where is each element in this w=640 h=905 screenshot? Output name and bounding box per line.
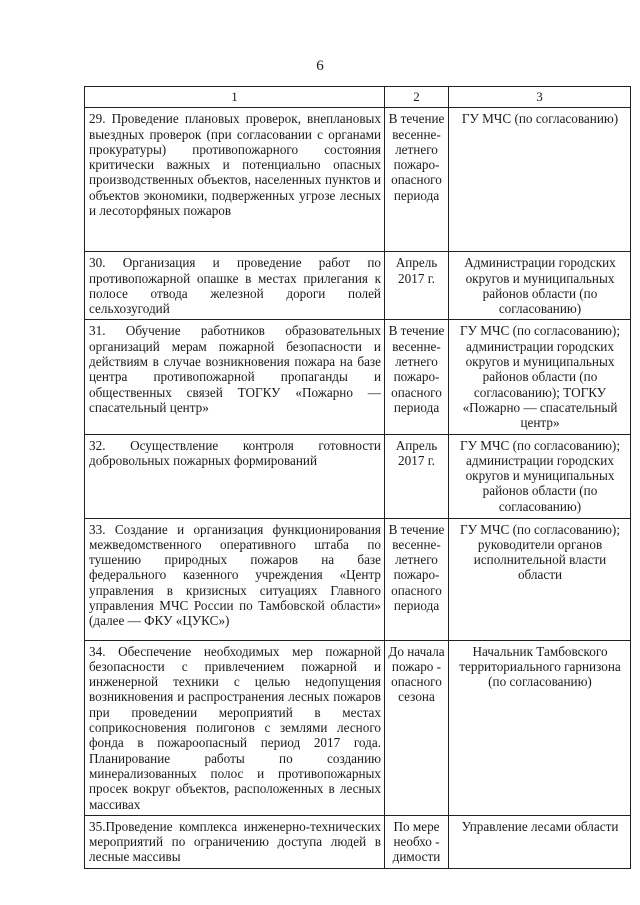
column-header-activity: 1: [85, 87, 385, 108]
table-row: [85, 434, 631, 518]
table-row: [85, 640, 631, 815]
column-header-deadline: 2: [385, 87, 449, 108]
page-number: 6: [316, 58, 324, 74]
responsible-cell: Управление лесами области: [449, 815, 631, 868]
column-header-responsible: 3: [449, 87, 631, 108]
activity-cell: 29. Проведение плановых проверок, внеплановых выездных проверок (при согласовании с органами прокуратуры) противопожарного состояния критически важных и потенциально опасных производственных объектов, населенных пунктов и объектов экономики, подверженных угрозе лесных и лесоторфяных пожаров: [85, 108, 385, 252]
table-header-row: [85, 87, 631, 108]
activity-cell: 31. Обучение работников образовательных организаций мерам пожарной безопасности и действиям в случае возникновения пожара на базе центра противопожарной пропаганды и общественных связей ТОГКУ «Пожарно — спасательный центр»: [85, 320, 385, 434]
responsible-cell: Администрации городских округов и муниципальных районов области (по согласованию): [449, 252, 631, 320]
deadline-cell: В течение весенне- летнего пожаро- опасного периода: [385, 108, 449, 252]
activity-cell: 35.Проведение комплекса инженерно-технических мероприятий по ограничению доступа людей в лесные массивы: [85, 815, 385, 868]
activity-cell: 32. Осуществление контроля готовности добровольных пожарных формирований: [85, 434, 385, 518]
table-row: [85, 320, 631, 434]
table-row: [85, 518, 631, 640]
deadline-cell: До начала пожаро - опасного сезона: [385, 640, 449, 815]
table-row: [85, 108, 631, 252]
responsible-cell: Начальник Тамбовского территориального гарнизона (по согласованию): [449, 640, 631, 815]
responsible-cell: ГУ МЧС (по согласованию); администрации городских округов и муниципальных районов области (по согласованию); ТОГКУ «Пожарно — спасательный центр»: [449, 320, 631, 434]
deadline-cell: По мере необхо - димости: [385, 815, 449, 868]
deadline-cell: В течение весенне- летнего пожаро- опасного периода: [385, 320, 449, 434]
activity-cell: 34. Обеспечение необходимых мер пожарной безопасности с привлечением пожарной и инженерной техники с целью недопущения возникновения и распространения лесных пожаров при проведении мероприятий в местах соприкосновения полигонов с землями лесного фонда в пожароопасный период 2017 года. Планирование работы по созданию минерализованных полос и противопожарных просек вокруг объектов, расположенных в лесных массивах: [85, 640, 385, 815]
activities-table: [84, 86, 631, 869]
table-row: [85, 252, 631, 320]
responsible-cell: ГУ МЧС (по согласованию): [449, 108, 631, 252]
table-row: [85, 815, 631, 868]
deadline-cell: В течение весенне- летнего пожаро- опасного периода: [385, 518, 449, 640]
responsible-cell: ГУ МЧС (по согласованию); руководители органов исполнительной власти области: [449, 518, 631, 640]
responsible-cell: ГУ МЧС (по согласованию); администрации городских округов и муниципальных районов области (по согласованию): [449, 434, 631, 518]
deadline-cell: Апрель 2017 г.: [385, 252, 449, 320]
activity-cell: 33. Создание и организация функционирования межведомственного оперативного штаба по тушению природных пожаров на базе федерального казенного учреждения «Центр управления в кризисных ситуациях Главного управления МЧС России по Тамбовской области» (далее — ФКУ «ЦУКС»): [85, 518, 385, 640]
deadline-cell: Апрель 2017 г.: [385, 434, 449, 518]
activity-cell: 30. Организация и проведение работ по противопожарной опашке в местах прилегания к полосе отвода железной дороги полей сельхозугодий: [85, 252, 385, 320]
